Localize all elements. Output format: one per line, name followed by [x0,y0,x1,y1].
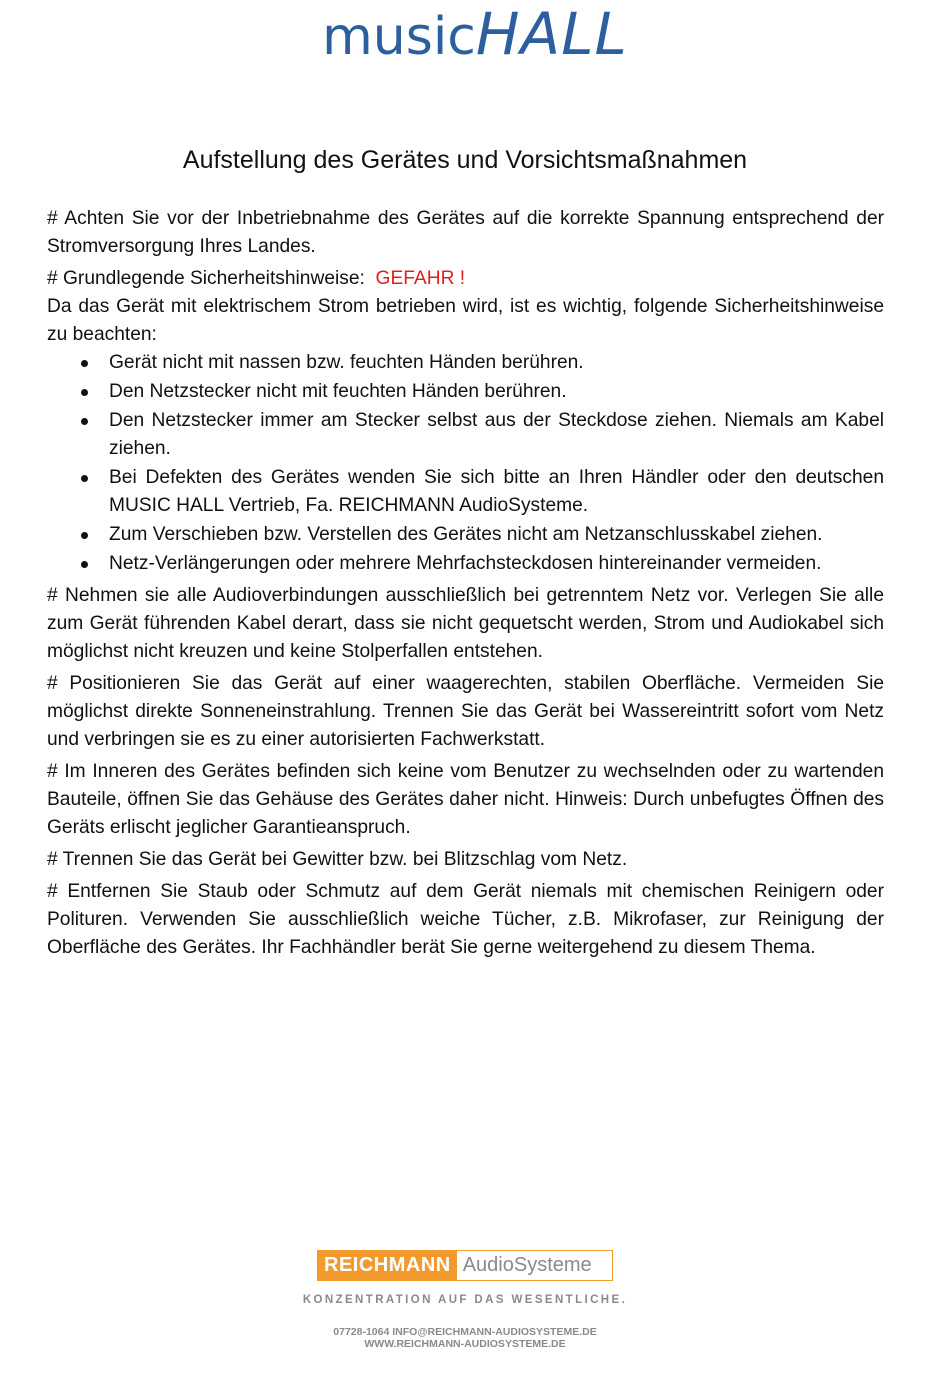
bullet-icon [81,561,88,568]
safety-label: # Grundlegende Sicherheitshinweise: [47,268,365,289]
document-body [47,205,884,966]
list-item: Den Netzstecker immer am Stecker selbst aus der Steckdose ziehen. Niemals am Kabel ziehen. [47,407,884,463]
list-item: Netz-Verlängerungen oder mehrere Mehrfachsteckdosen hintereinander vermeiden. [47,550,884,578]
voltage-paragraph: # Achten Sie vor der Inbetriebnahme des Gerätes auf die korrekte Spannung entsprechend der Stromversorgung Ihres Landes. [47,208,884,257]
reichmann-logo [317,1250,613,1281]
list-item: Den Netzstecker nicht mit feuchten Händen berühren. [47,378,884,406]
bullet-icon [81,475,88,482]
safety-intro-paragraph: Da das Gerät mit elektrischem Strom betrieben wird, ist es wichtig, folgende Sicherheitshinweise zu beachten: [47,296,884,345]
musichall-logo [0,0,950,75]
contact-phone-email: 07728-1064 INFO@REICHMANN-AUDIOSYSTEME.DE [333,1326,597,1338]
interior-paragraph: # Im Inneren des Gerätes befinden sich keine vom Benutzer zu wechselnden oder zu wartenden Bauteile, öffnen Sie das Gehäuse des Gerätes daher nicht. Hinweis: Durch unbefugtes Öffnen des Geräts erlischt jeglicher Garantieanspruch. [47,761,884,838]
contact-website: WWW.REICHMANN-AUDIOSYSTEME.DE [364,1338,566,1350]
logo-hall-text: HALL [475,0,628,68]
bullet-icon [81,532,88,539]
footer-tagline: KONZENTRATION AUF DAS WESENTLICHE. [302,1294,628,1306]
audio-connections-paragraph: # Nehmen sie alle Audioverbindungen ausschließlich bei getrenntem Netz vor. Verlegen Sie alle zum Gerät führenden Kabel derart, dass sie nicht gequetscht werden, Strom und Audiokabel sich möglichst nicht kreuzen und keine Stolperfallen entstehen. [47,585,884,662]
footer-contact [0,1326,930,1350]
thunderstorm-paragraph: # Trennen Sie das Gerät bei Gewitter bzw. bei Blitzschlag vom Netz. [47,849,628,870]
cleaning-paragraph: # Entfernen Sie Staub oder Schmutz auf dem Gerät niemals mit chemischen Reinigern oder Polituren. Verwenden Sie ausschließlich weiche Tücher, z.B. Mikrofaser, zur Reinigung der Oberfläche des Gerätes. Ihr Fachhändler berät Sie gerne weitergehend zu diesem Thema. [47,881,884,958]
bullet-icon [81,360,88,367]
list-item: Gerät nicht mit nassen bzw. feuchten Händen berühren. [47,349,884,377]
page-title: Aufstellung des Gerätes und Vorsichtsmaßnahmen [182,146,748,174]
list-item: Zum Verschieben bzw. Verstellen des Gerätes nicht am Netzanschlusskabel ziehen. [47,521,884,549]
safety-heading [47,265,884,293]
safety-list [47,349,884,578]
danger-warning: GEFAHR ! [375,268,466,289]
reichmann-logo-right: AudioSysteme [462,1254,592,1276]
reichmann-logo-left: REICHMANN [318,1251,457,1280]
bullet-icon [81,418,88,425]
logo-music-text: music [322,7,476,67]
positioning-paragraph: # Positionieren Sie das Gerät auf einer waagerechten, stabilen Oberfläche. Vermeiden Sie möglichst direkte Sonneneinstrahlung. Trennen Sie das Gerät bei Wassereintritt sofort vom Netz und verbringen sie es zu einer autorisierten Fachwerkstatt. [47,673,884,750]
list-item: Bei Defekten des Gerätes wenden Sie sich bitte an Ihren Händler oder den deutschen MUSIC HALL Vertrieb, Fa. REICHMANN AudioSysteme. [47,464,884,520]
bullet-icon [81,389,88,396]
